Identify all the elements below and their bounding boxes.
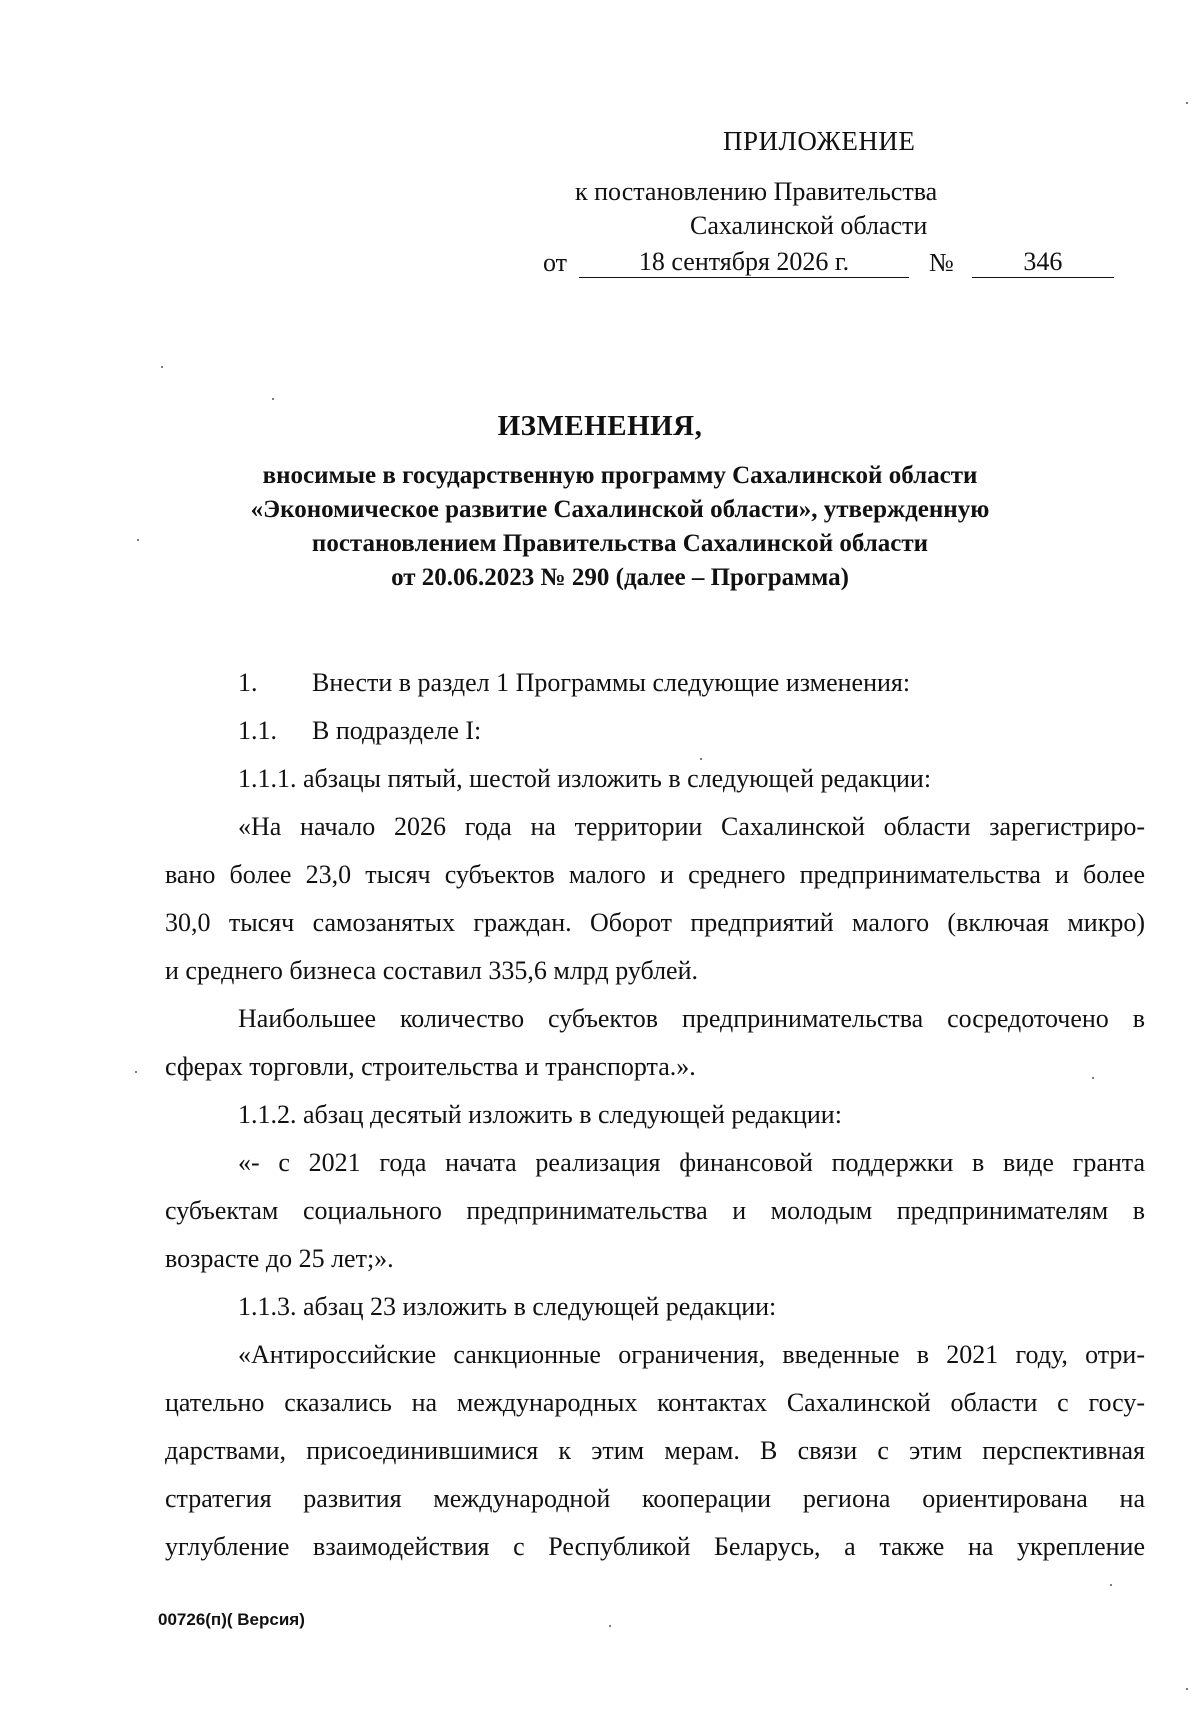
paragraph-line: сферах торговли, строительства и транспорта.». <box>165 1052 696 1081</box>
paragraph-line: «На начало 2026 года на территории Сахалинской области зарегистриро- <box>238 812 1145 841</box>
scan-speck <box>161 366 163 368</box>
paragraph-line: 30,0 тысяч самозанятых граждан. Оборот предприятий малого (включая микро) <box>165 908 1145 937</box>
list-item-1 <box>165 663 1145 703</box>
paragraph-line: вано более 23,0 тысяч субъектов малого и среднего предпринимательства и более <box>165 860 1145 889</box>
list-item-text: В подразделе I: <box>312 716 482 745</box>
document-title: ИЗМЕНЕНИЯ, <box>497 410 703 442</box>
subtitle-line: «Экономическое развитие Сахалинской области», утвержденную <box>250 496 990 523</box>
appendix-reference-line-1: к постановлению Правительства <box>575 177 938 206</box>
paragraph-line: Наибольшее количество субъектов предпринимательства сосредоточено в <box>238 1004 1145 1033</box>
paragraph-line: 1.1.2. абзац десятый изложить в следующей редакции: <box>238 1100 842 1129</box>
paragraph-line: субъектам социального предпринимательства и молодым предпринимателям в <box>165 1196 1145 1225</box>
document-subtitle <box>160 459 1080 595</box>
resolution-date: 18 сентября 2026 г. <box>579 247 909 278</box>
paragraph-line: углубление взаимодействия с Республикой Беларусь, а также на укрепление <box>165 1532 1145 1561</box>
subtitle-line: вносимые в государственную программу Сахалинской области <box>262 462 978 489</box>
scan-speck <box>1186 1688 1188 1690</box>
paragraph-line: «Антироссийские санкционные ограничения, введенные в 2021 году, отри- <box>238 1340 1145 1369</box>
list-item-number: 1. <box>238 668 258 697</box>
list-item-text: Внести в раздел 1 Программы следующие изменения: <box>312 668 911 697</box>
appendix-title: ПРИЛОЖЕНИЕ <box>723 126 916 156</box>
appendix-reference-line-2: Сахалинской области <box>690 211 928 240</box>
subtitle-line: постановлением Правительства Сахалинской области <box>311 530 929 557</box>
scan-speck <box>137 539 139 541</box>
scan-speck <box>1092 1077 1094 1079</box>
paragraph-line: 1.1.1. абзацы пятый, шестой изложить в следующей редакции: <box>238 764 932 793</box>
resolution-date-row <box>543 244 1114 278</box>
number-sign: № <box>929 248 954 277</box>
paragraph-line: 1.1.3. абзац 23 изложить в следующей редакции: <box>238 1292 777 1321</box>
scan-speck <box>272 398 274 400</box>
list-item-1-1 <box>165 711 1145 751</box>
subtitle-line: от 20.06.2023 № 290 (далее – Программа) <box>391 564 849 591</box>
paragraph-line: стратегия развития международной кооперации региона ориентирована на <box>165 1484 1145 1513</box>
paragraph-line: возрасте до 25 лет;». <box>165 1244 394 1273</box>
footer-code: 00726(п)( Версия) <box>158 1610 305 1629</box>
list-item-number: 1.1. <box>238 716 277 745</box>
paragraph-line: дарствами, присоединившимися к этим мерам. В связи с этим перспективная <box>165 1436 1145 1465</box>
scan-speck <box>700 758 702 760</box>
from-label: от <box>543 248 568 277</box>
scan-speck <box>135 1071 137 1073</box>
paragraph-line: цательно сказались на международных контактах Сахалинской области с госу- <box>165 1388 1145 1417</box>
scan-speck <box>1110 1584 1112 1586</box>
scan-speck <box>1186 102 1188 104</box>
scan-speck <box>609 1625 611 1627</box>
paragraph-line: и среднего бизнеса составил 335,6 млрд рублей. <box>165 956 699 985</box>
resolution-number: 346 <box>972 247 1114 278</box>
paragraph-line: «- с 2021 года начата реализация финансовой поддержки в виде гранта <box>238 1148 1145 1177</box>
